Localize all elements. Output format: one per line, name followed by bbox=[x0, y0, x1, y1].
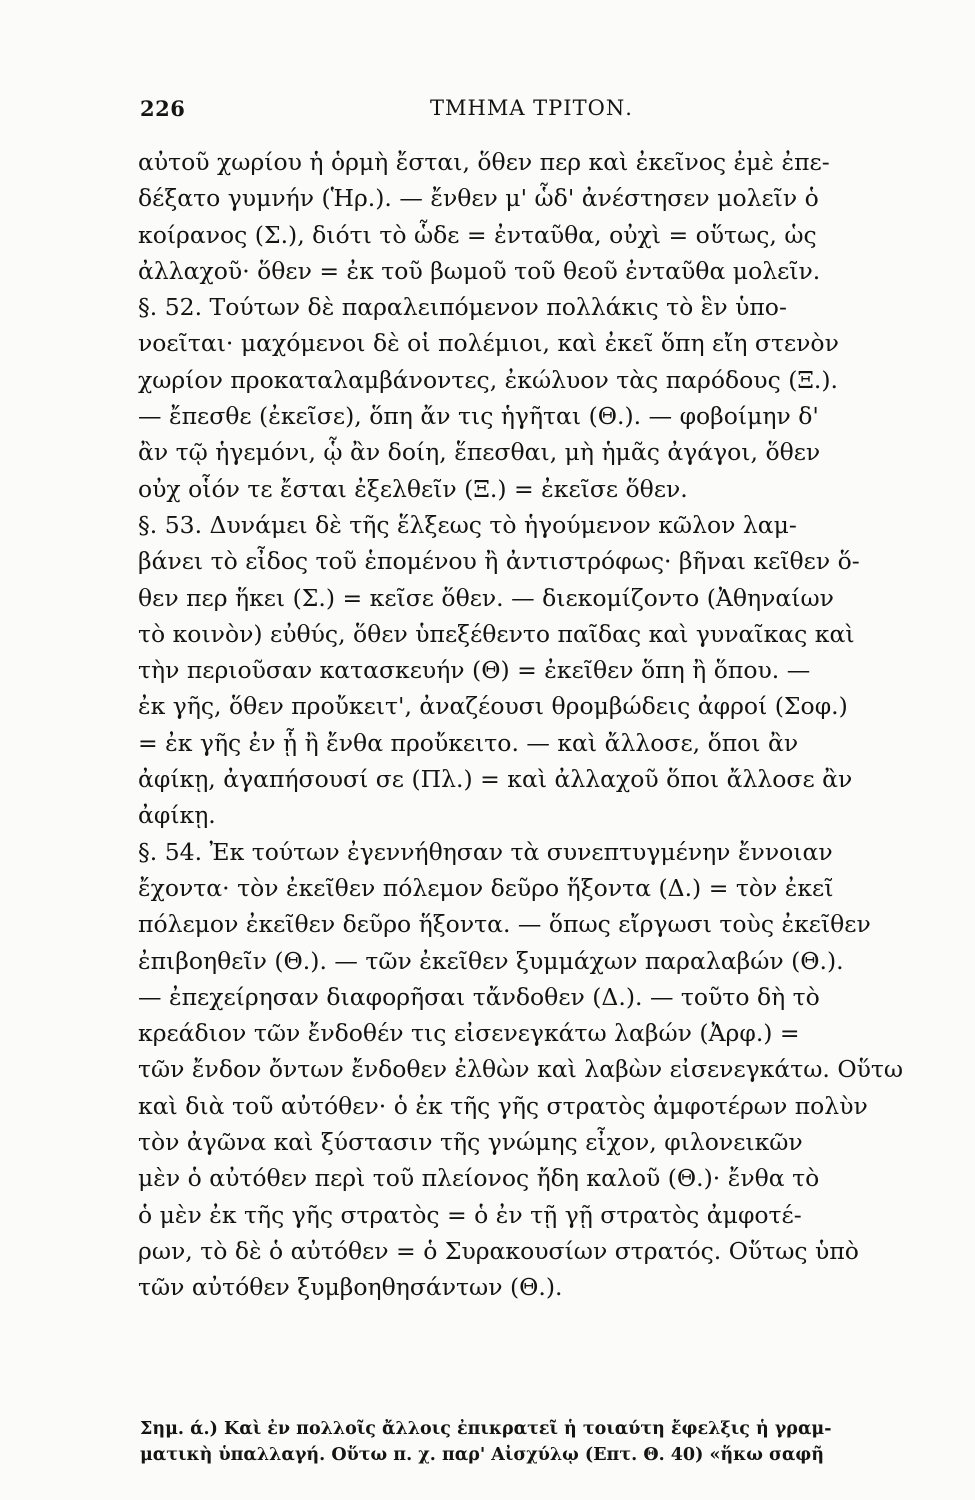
text-line: ἀφίκῃ, ἀγαπήσουσί σε (Πλ.) = καὶ ἀλλαχοῦ ὅποι ἄλλοσε ἂν bbox=[138, 765, 853, 794]
text-line: χωρίον προκαταλαμβάνοντες, ἐκώλυον τὰς παρόδους (Ξ.). bbox=[138, 365, 839, 394]
page-header bbox=[140, 96, 920, 126]
page-number: 226 bbox=[140, 96, 186, 121]
text-line: κοίρανος (Σ.), διότι τὸ ὧδε = ἐνταῦθα, οὐχὶ = οὕτως, ὡς bbox=[138, 220, 817, 249]
body-text bbox=[138, 144, 928, 1306]
text-line: §. 52. Τούτων δὲ παραλειπόμενον πολλάκις τὸ ἓν ὑπο- bbox=[138, 293, 787, 322]
text-line: ὁ μὲν ἐκ τῆς γῆς στρατὸς = ὁ ἐν τῇ γῇ στρατὸς ἀμφοτέ- bbox=[138, 1200, 802, 1229]
footnote-line: ματικὴ ὑπαλλαγή. Οὕτω π. χ. παρ' Αἰσχύλῳ (Επτ. Θ. 40) «ἥκω σαφῆ bbox=[140, 1445, 824, 1465]
text-line: ἀλλαχοῦ· ὅθεν = ἐκ τοῦ βωμοῦ τοῦ θεοῦ ἐνταῦθα μολεῖν. bbox=[138, 256, 821, 285]
text-line: κρεάδιον τῶν ἔνδοθέν τις εἰσενεγκάτω λαβών (Ἀρφ.) = bbox=[138, 1019, 800, 1048]
text-line: §. 53. Δυνάμει δὲ τῆς ἕλξεως τὸ ἡγούμενον κῶλον λαμ- bbox=[138, 510, 797, 539]
text-line: ρων, τὸ δὲ ὁ αὐτόθεν = ὁ Συρακουσίων στρατός. Οὕτως ὑπὸ bbox=[138, 1236, 859, 1265]
footnote-line: Σημ. ά.) Καὶ ἐν πολλοῖς ἄλλοις ἐπικρατεῖ ἡ τοιαύτη ἔφελξις ἡ γραμ- bbox=[140, 1419, 832, 1439]
text-line: τῶν ἔνδον ὄντων ἔνδοθεν ἐλθὼν καὶ λαβὼν εἰσενεγκάτω. Οὕτω bbox=[138, 1055, 904, 1084]
text-line: — ἔπεσθε (ἐκεῖσε), ὅπη ἄν τις ἡγῆται (Θ.). — φοβοίμην δ' bbox=[138, 402, 819, 431]
text-line: τὸ κοινὸν) εὐθύς, ὅθεν ὑπεξέθεντο παῖδας καὶ γυναῖκας καὶ bbox=[138, 619, 855, 648]
text-line: §. 54. Ἐκ τούτων ἐγεννήθησαν τὰ συνεπτυγμένην ἔννοιαν bbox=[138, 837, 833, 866]
text-line: = ἐκ γῆς ἐν ᾗ ἢ ἔνθα προὔκειτο. — καὶ ἄλλοσε, ὅποι ἂν bbox=[138, 728, 799, 757]
text-line: ἀφίκῃ. bbox=[138, 801, 216, 830]
text-line: νοεῖται· μαχόμενοι δὲ οἱ πολέμιοι, καὶ ἐκεῖ ὅπη εἴη στενὸν bbox=[138, 329, 839, 358]
text-line: ἐπιβοηθεῖν (Θ.). — τῶν ἐκεῖθεν ξυμμάχων παραλαβών (Θ.). bbox=[138, 946, 844, 975]
text-line: τῶν αὐτόθεν ξυμβοηθησάντων (Θ.). bbox=[138, 1273, 563, 1302]
text-line: αὐτοῦ χωρίου ἡ ὁρμὴ ἔσται, ὅθεν περ καὶ ἐκεῖνος ἐμὲ ἐπε- bbox=[138, 148, 830, 176]
text-line: ἐκ γῆς, ὅθεν προὔκειτ', ἀναζέουσι θρομβώδεις ἀφροί (Σοφ.) bbox=[138, 692, 848, 721]
text-line: μὲν ὁ αὐτόθεν περὶ τοῦ πλείονος ἤδη καλοῦ (Θ.)· ἔνθα τὸ bbox=[138, 1164, 820, 1193]
running-head: ΤΜΗΜΑ ΤΡΙΤΟΝ. bbox=[430, 96, 633, 120]
text-line: τὴν περιοῦσαν κατασκευήν (Θ) = ἐκεῖθεν ὅπη ἢ ὅπου. — bbox=[138, 656, 811, 685]
text-line: — ἐπεχείρησαν διαφορῆσαι τἄνδοθεν (Δ.). — τοῦτο δὴ τὸ bbox=[138, 982, 820, 1011]
text-line: οὐχ οἷόν τε ἔσται ἐξελθεῖν (Ξ.) = ἐκεῖσε ὅθεν. bbox=[138, 474, 688, 503]
text-line: ἔχοντα· τὸν ἐκεῖθεν πόλεμον δεῦρο ἥξοντα (Δ.) = τὸν ἐκεῖ bbox=[138, 873, 834, 902]
text-line: καὶ διὰ τοῦ αὐτόθεν· ὁ ἐκ τῆς γῆς στρατὸς ἀμφοτέρων πολὺν bbox=[138, 1091, 868, 1120]
text-line: πόλεμον ἐκεῖθεν δεῦρο ἥξοντα. — ὅπως εἴργωσι τοὺς ἐκεῖθεν bbox=[138, 910, 871, 939]
text-line: τὸν ἀγῶνα καὶ ξύστασιν τῆς γνώμης εἶχον, φιλονεικῶν bbox=[138, 1128, 803, 1157]
text-line: ἂν τῷ ἡγεμόνι, ᾧ ἂν δοίη, ἕπεσθαι, μὴ ἡμᾶς ἀγάγοι, ὅθεν bbox=[138, 438, 821, 467]
text-line: βάνει τὸ εἶδος τοῦ ἑπομένου ἢ ἀντιστρόφως· βῆναι κεῖθεν ὅ- bbox=[138, 547, 860, 576]
text-line: θεν περ ἥκει (Σ.) = κεῖσε ὅθεν. — διεκομίζοντο (Ἀθηναίων bbox=[138, 583, 834, 612]
text-line: δέξατο γυμνήν (Ἡρ.). — ἔνθεν μ' ὧδ' ἀνέστησεν μολεῖν ὁ bbox=[138, 184, 819, 213]
footnotes bbox=[140, 1416, 930, 1468]
